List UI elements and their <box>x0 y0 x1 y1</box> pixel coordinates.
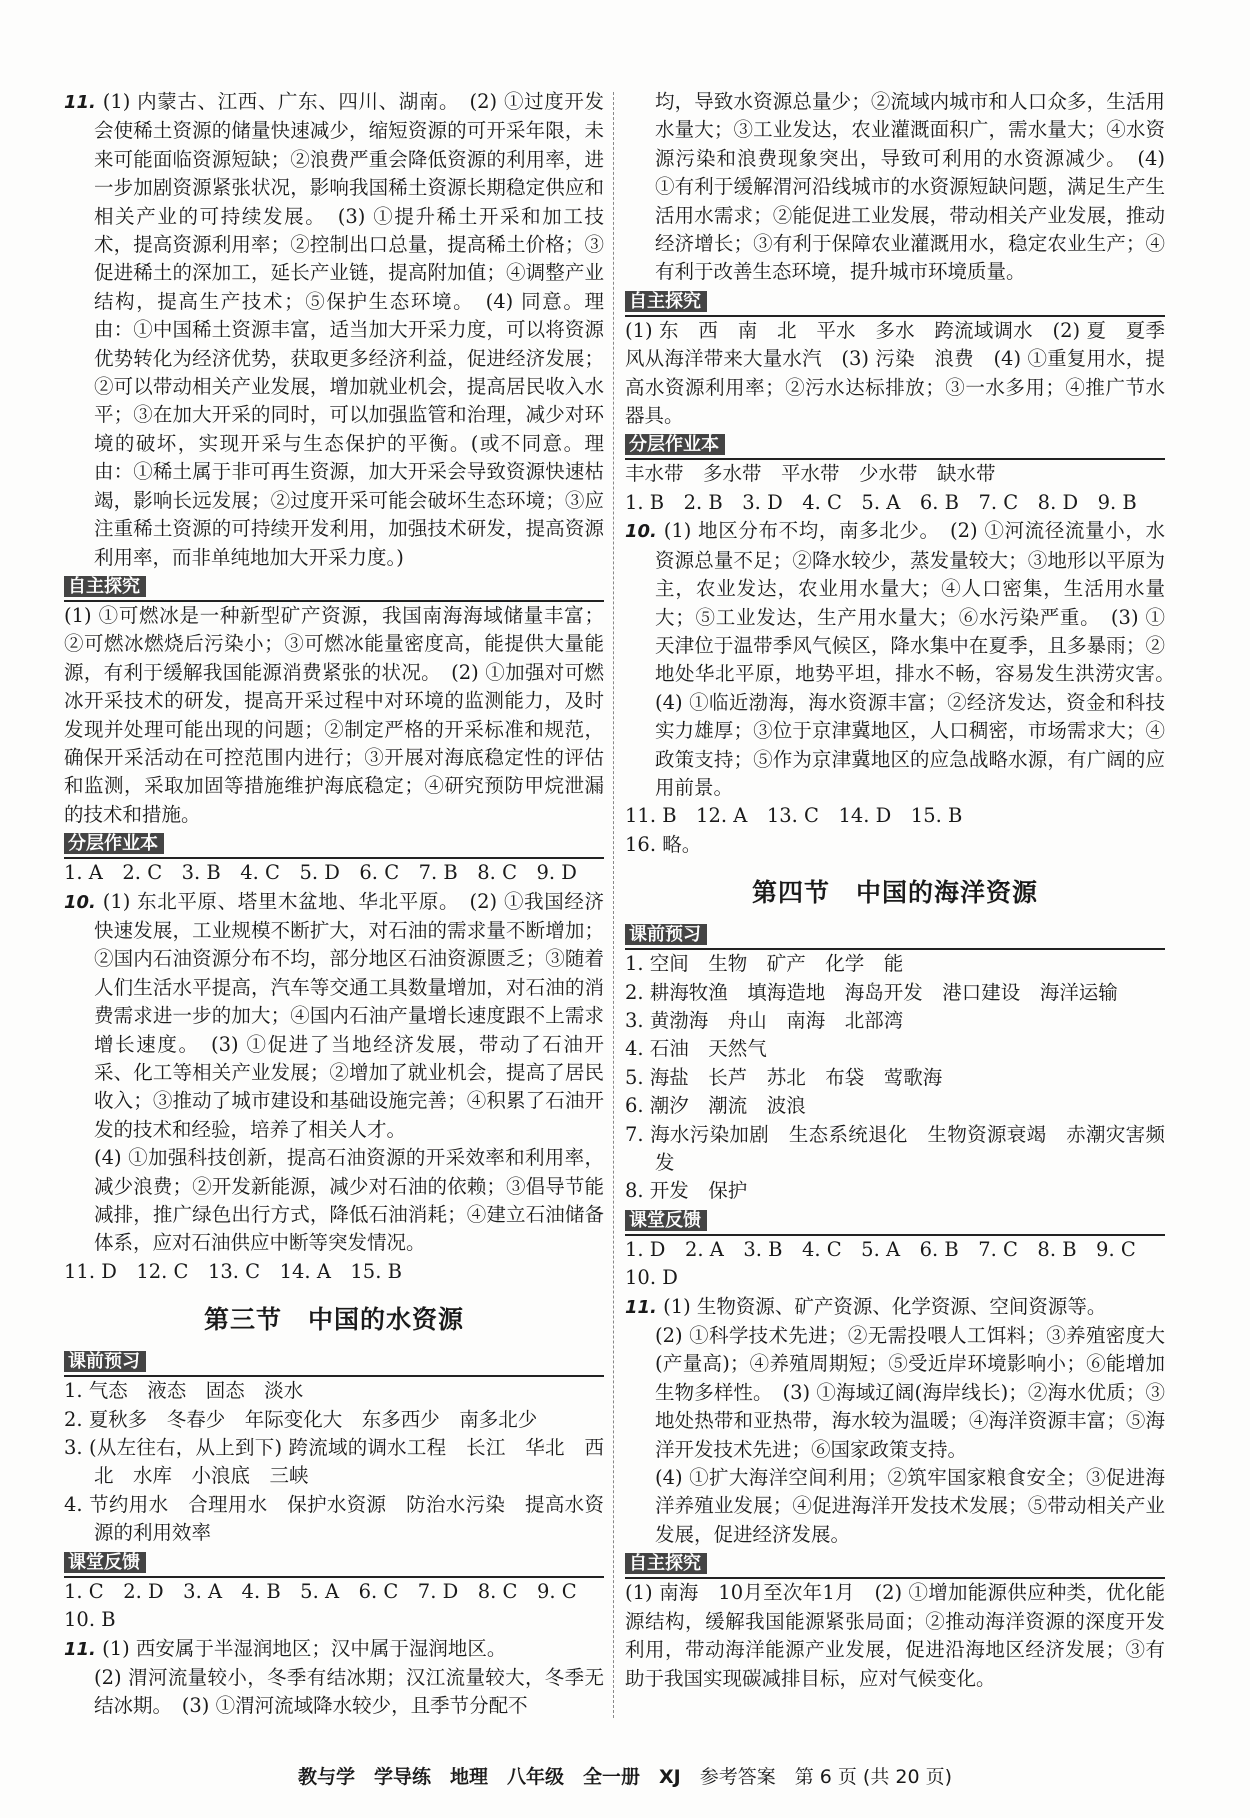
feedback-10: 10. D <box>625 1266 678 1290</box>
preview-item: 6. 潮汐 潮流 波浪 <box>625 1094 806 1118</box>
feedback-11: 11. (1) 生物资源、矿产资源、化学资源、空间资源等。 <box>625 1294 1107 1318</box>
section-tag-preview: 课前预习 <box>625 921 1165 950</box>
footer-page: 参考答案 第 6 页 (共 20 页) <box>699 1766 953 1788</box>
section-tag-explore: 自主探究 <box>625 288 1165 317</box>
column-divider <box>613 92 614 1718</box>
feedback-11: 11. (1) 西安属于半湿润地区；汉中属于湿润地区。 <box>64 1636 507 1660</box>
section-tag-homework: 分层作业本 <box>64 830 604 859</box>
answer-10: 10. (1) 东北平原、塔里木盆地、华北平原。 (2) ①我国经济快速发展，工业规模不断扩大，对石油的需求量不断增加；②国内石油资源分布不均，部分地区石油资源匮乏；③随着人们生活水平提高，汽车等交通工具数量增加，对石油的消费需求进一步的加大；④国内石油产量增长速度跟不上需求增长速度。 (3) ①促进了当地经济发展，带动了石油开采、化工等相关产业发展；②增加了就业机会，提高了居民收入；③推动了城市建设和基础设施完善；④积累了石油开发的技术和经验，培养了相关人才。 <box>64 889 604 1141</box>
feedback-11-part4: (4) ①扩大海洋空间利用；②筑牢国家粮食安全；③促进海洋养殖业发展；④促进海洋开发技术发展；⑤带动相关产业发展，促进经济发展。 <box>655 1466 1165 1546</box>
preview-item: 1. 气态 液态 固态 淡水 <box>64 1379 304 1403</box>
section-tag-homework: 分层作业本 <box>625 431 1165 460</box>
preview-item: 1. 空间 生物 矿产 化学 能 <box>625 952 904 976</box>
continued-answer: 均，导致水资源总量少；②流域内城市和人口众多，生活用水量大；③工业发达，农业灌溉面积广，需水量大；④水资源污染和浪费现象突出，导致可利用的水资源减少。 (4) ①有利于缓解渭河沿线城市的水资源短缺问题，满足生产生活用水需求；②能促进工业发展，带动相关产业发展，推动经济增长；③有利于保障农业灌溉用水，稳定农业生产；④有利于改善生态环境，提升城市环境质量。 <box>655 90 1165 284</box>
preview-item: 8. 开发 保护 <box>625 1179 748 1203</box>
feedback-11-part2: (2) ①科学技术先进；②无需投喂人工饵料；③养殖密度大(产量高)；④养殖周期短；⑤受近岸环境影响小；⑥能增加生物多样性。 (3) ①海域辽阔(海岸线长)；②海水优质；③地处热带和亚热带，海水较为温暖；④海洋资源丰富；⑤海洋开发技术先进；⑥国家政策支持。 <box>655 1324 1165 1461</box>
preview-item: 3. (从左往右，从上到下) 跨流域的调水工程 长江 华北 西北 水库 小浪底 三峡 <box>64 1436 604 1488</box>
section-title-water: 第三节 中国的水资源 <box>203 1305 464 1335</box>
water-belts: 丰水带 多水带 平水带 少水带 缺水带 <box>625 462 996 486</box>
feedback-mc: 1. D 2. A 3. B 4. C 5. A 6. B 7. C 8. B 9. C <box>625 1237 1136 1261</box>
right-column <box>625 88 1185 1728</box>
feedback-10: 10. B <box>64 1608 116 1632</box>
feedback-mc: 1. C 2. D 3. A 4. B 5. A 6. C 7. D 8. C 9. C <box>64 1579 577 1603</box>
answer-10: 10. (1) 地区分布不均，南多北少。 (2) ①河流径流量小，水资源总量不足；②降水较少，蒸发量较大；③地形以平原为主，农业发达，农业用水量大；④人口密集，生活用水量大；⑤工业发达，生产用水量大；⑥水污染严重。 (3) ①天津位于温带季风气候区，降水集中在夏季，且多暴雨；②地处华北平原，地势平坦，排水不畅，容易发生洪涝灾害。 (4) ①临近渤海，海水资源丰富；②经济发达，资金和科技实力雄厚；③位于京津冀地区，人口稠密，市场需求大；④政策支持；⑤作为京津冀地区的应急战略水源，有广阔的应用前景。 <box>625 519 1185 799</box>
explore-answer: (1) ①可燃冰是一种新型矿产资源，我国南海海域储量丰富；②可燃冰燃烧后污染小；③可燃冰能量密度高，能提供大量能源，有利于缓解我国能源消费紧张的状况。 (2) ①加强对可燃冰开采技术的研发，提高开采过程中对环境的监测能力，及时发现并处理可能出现的问题；②制定严格的开采标准和规范，确保开采活动在可控范围内进行；③开展对海底稳定性的评估和监测，采取加固等措施维护海底稳定；④研究预防甲烷泄漏的技术和措施。 <box>64 603 604 826</box>
section-tag-explore-2: 自主探究 <box>625 1550 1165 1579</box>
preview-item: 2. 耕海牧渔 填海造地 海岛开发 港口建设 海洋运输 <box>625 980 1118 1004</box>
footer-brand: 教与学 学导练 地理 八年级 全一册 XJ <box>297 1766 681 1788</box>
answer-11: 11. (1) 内蒙古、江西、广东、四川、湖南。 (2) ①过度开发会使稀土资源的储量快速减少，缩短资源的可开采年限，未来可能面临资源短缺；②浪费严重会降低资源的利用率，进一步加剧资源紧张状况，影响我国稀土资源长期稳定供应和相关产业的可持续发展。 (3) ①提升稀土开采和加工技术，提高资源利用率；②控制出口总量，提高稀土价格；③促进稀土的深加工，延长产业链，提高附加值；④调整产业结构，提高生产技术；⑤保护生态环境。 (4) 同意。理由：①中国稀土资源丰富，适当加大开采力度，可以将资源优势转化为经济优势，获取更多经济利益，促进经济发展；②可以带动相关产业发展，增加就业机会，提高居民收入水平；③在加大开采的同时，可以加强监管和治理，减少对环境的破坏，实现开采与生态保护的平衡。(或不同意。理由：①稀土属于非可再生资源，加大开采会导致资源快速枯竭，影响长远发展；②过度开采可能会破坏生态环境；③应注重稀土资源的可持续开发利用，加强技术研发，提高资源利用率，而非单纯地加大开采力度。) <box>64 90 604 569</box>
section-tag-explore: 自主探究 <box>64 573 604 602</box>
preview-item: 2. 夏秋多 冬春少 年际变化大 东多西少 南多北少 <box>64 1407 538 1431</box>
explore-answer-2: (1) 南海 10月至次年1月 (2) ①增加能源供应种类，优化能源结构，缓解我国能源紧张局面；②推动海洋资源的深度开发利用，带动海洋能源产业发展，促进沿海地区经济发展；③有助于我国实现碳减排目标，应对气候变化。 <box>625 1581 1165 1690</box>
section-title-ocean: 第四节 中国的海洋资源 <box>751 878 1038 908</box>
mc-answers: 1. A 2. C 3. B 4. C 5. D 6. C 7. B 8. C 9. D <box>64 861 577 885</box>
feedback-11-part2: (2) 渭河流量较小，冬季有结冰期；汉江流量较大，冬季无结冰期。 (3) ①渭河流域降水较少，且季节分配不 <box>94 1665 604 1718</box>
page-footer <box>0 1762 1250 1789</box>
section-tag-feedback: 课堂反馈 <box>64 1549 604 1578</box>
section-tag-preview: 课前预习 <box>64 1348 604 1377</box>
preview-item: 3. 黄渤海 舟山 南海 北部湾 <box>625 1008 904 1032</box>
mc-answers: 1. B 2. B 3. D 4. C 5. A 6. B 7. C 8. D 9. B <box>625 490 1137 514</box>
left-column <box>64 88 604 1728</box>
answer-10-part4: (4) ①加强科技创新，提高石油资源的开采效率和利用率，减少浪费；②开发新能源，减少对石油的依赖；③倡导节能减排，推广绿色出行方式，降低石油消耗；④建立石油储备体系，应对石油供应中断等突发情况。 <box>94 1146 604 1255</box>
preview-item: 5. 海盐 长芦 苏北 布袋 莺歌海 <box>625 1065 943 1089</box>
preview-item: 4. 石油 天然气 <box>625 1037 767 1061</box>
preview-item: 7. 海水污染加剧 生态系统退化 生物资源衰竭 赤潮灾害频发 <box>625 1122 1165 1174</box>
answer-16: 16. 略。 <box>625 832 702 856</box>
explore-answer: (1) 东 西 南 北 平水 多水 跨流域调水 (2) 夏 夏季风从海洋带来大量水汽 (3) 污染 浪费 (4) ①重复用水，提高水资源利用率；②污水达标排放；③一水多用；④推广节水器具。 <box>625 318 1165 428</box>
mc-answers-2: 11. B 12. A 13. C 14. D 15. B <box>625 804 963 828</box>
preview-item: 4. 节约用水 合理用水 保护水资源 防治水污染 提高水资源的利用效率 <box>64 1492 604 1545</box>
mc-answers-2: 11. D 12. C 13. C 14. A 15. B <box>64 1259 402 1283</box>
section-tag-feedback: 课堂反馈 <box>625 1207 1165 1236</box>
